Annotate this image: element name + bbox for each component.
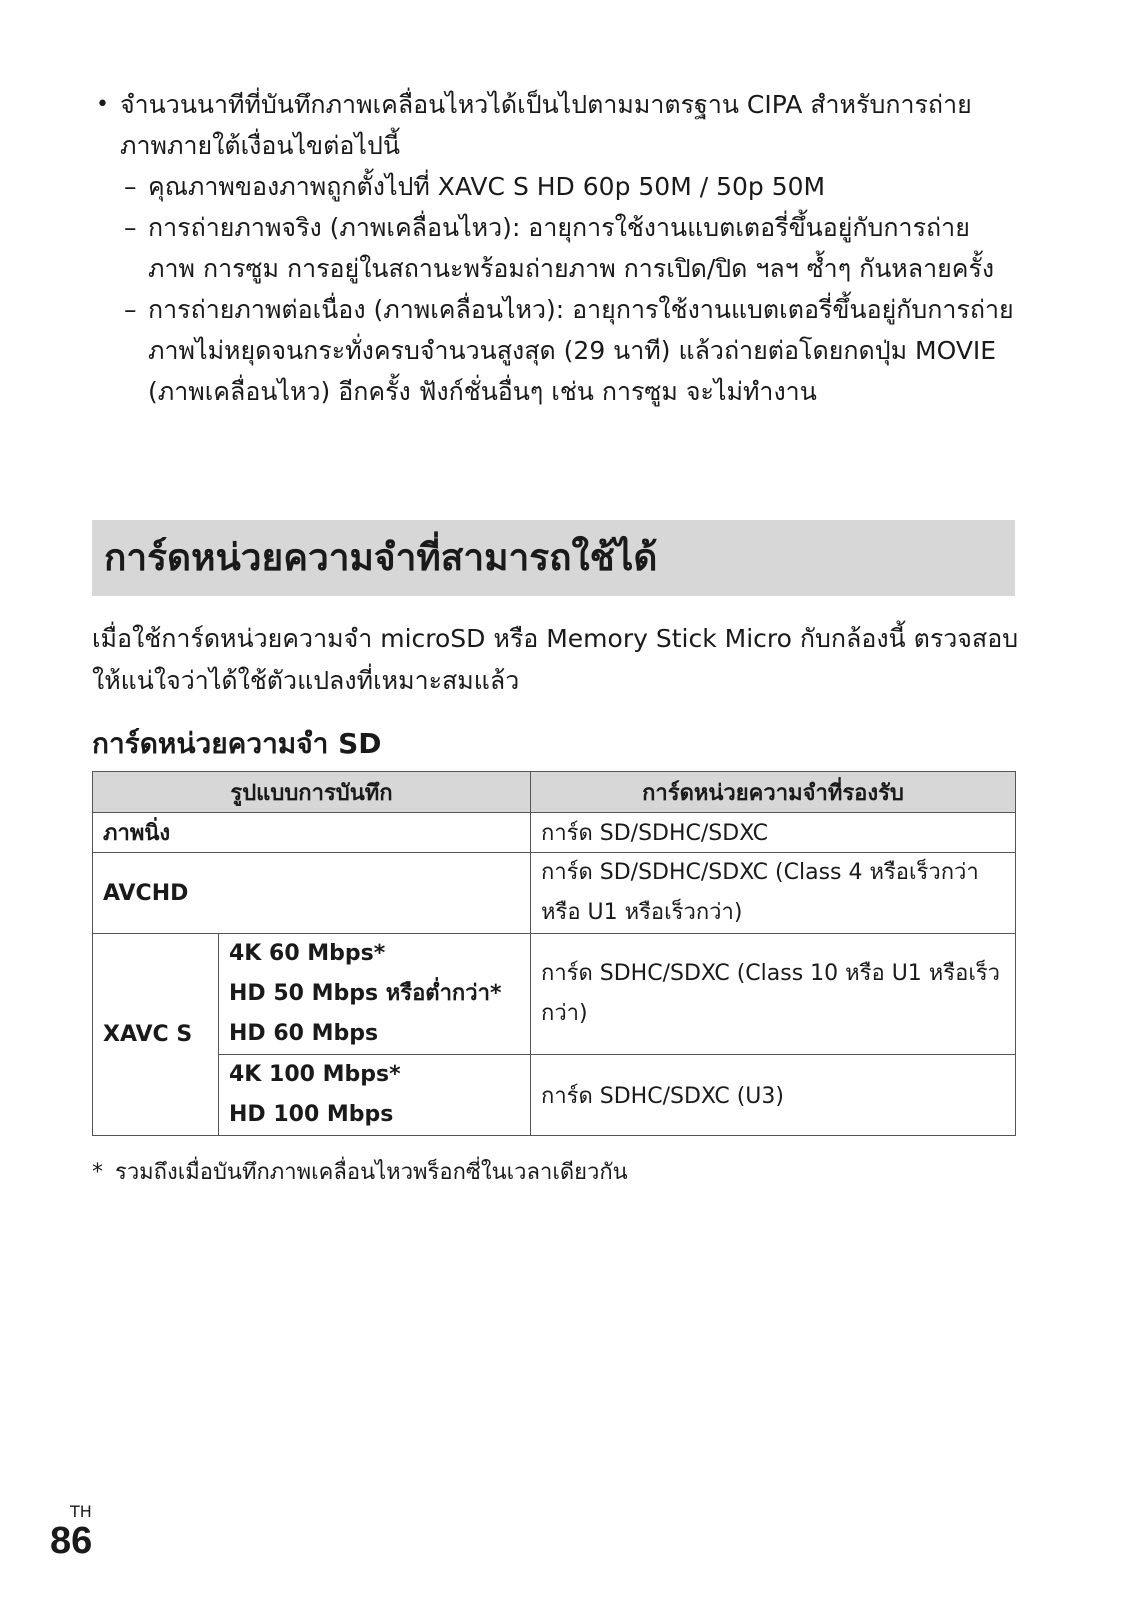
page-number: 86	[50, 1520, 93, 1562]
table-header-row	[93, 772, 1016, 813]
card-cell: การ์ด SD/SDHC/SDXC	[531, 813, 1016, 853]
condition-notes	[96, 84, 1016, 412]
sub-item-actual-shooting	[96, 207, 1016, 289]
bitrate-cell	[219, 934, 531, 1055]
bullet-dot-icon: •	[96, 92, 109, 117]
footnote-mark: *	[92, 1160, 103, 1185]
sd-card-table	[92, 771, 1016, 1136]
section-intro: เมื่อใช้การ์ดหน่วยความจำ microSD หรือ Memory Stick Micro กับกล้องนี้ ตรวจสอบให้แน่ใจว่าได้ใช้ตัวแปลงที่เหมาะสมแล้ว	[92, 624, 1019, 695]
bitrate-item: 4K 60 Mbps*	[229, 941, 386, 966]
bitrate-cell	[219, 1055, 531, 1136]
section-title: การ์ดหน่วยความจำที่สามารถใช้ได้	[104, 536, 658, 579]
card-cell: การ์ด SDHC/SDXC (Class 10 หรือ U1 หรือเร็วกว่า)	[531, 934, 1016, 1055]
dash-icon: –	[124, 295, 137, 324]
header-format: รูปแบบการบันทึก	[93, 772, 531, 813]
bitrate-item: HD 50 Mbps หรือต่ำกว่า*	[229, 981, 502, 1006]
table-row-xavc-group2	[93, 1055, 1016, 1136]
card-cell: การ์ด SD/SDHC/SDXC (Class 4 หรือเร็วกว่า หรือ U1 หรือเร็วกว่า)	[531, 853, 1016, 934]
footnote-text: รวมถึงเมื่อบันทึกภาพเคลื่อนไหวพร็อกซี่ในเวลาเดียวกัน	[115, 1160, 628, 1185]
footnote	[92, 1156, 628, 1190]
table-row-avchd	[93, 853, 1016, 934]
sub-item-continuous-shooting	[96, 289, 1016, 412]
dash-icon: –	[124, 172, 137, 201]
sub-item-text: คุณภาพของภาพถูกตั้งไปที่ XAVC S HD 60p 50M / 50p 50M	[148, 172, 826, 201]
bitrate-item: HD 100 Mbps	[229, 1102, 394, 1127]
sub-list	[96, 166, 1016, 412]
bullet-item	[96, 84, 1016, 166]
table-row-xavc-group1	[93, 934, 1016, 1055]
format-cell: ภาพนิ่ง	[93, 813, 531, 853]
bitrate-item: HD 60 Mbps	[229, 1021, 379, 1046]
card-cell: การ์ด SDHC/SDXC (U3)	[531, 1055, 1016, 1136]
format-cell: XAVC S	[93, 934, 219, 1136]
page-language-label: TH	[70, 1502, 92, 1521]
format-cell: AVCHD	[93, 853, 531, 934]
bullet-text: จำนวนนาทีที่บันทึกภาพเคลื่อนไหวได้เป็นไปตามมาตรฐาน CIPA สำหรับการถ่ายภาพภายใต้เงื่อนไขต่อไปนี้	[120, 90, 972, 160]
table-row-still	[93, 813, 1016, 853]
sub-item-quality	[96, 166, 1016, 207]
sub-item-text: การถ่ายภาพต่อเนื่อง (ภาพเคลื่อนไหว): อายุการใช้งานแบตเตอรี่ขึ้นอยู่กับการถ่ายภาพไม่หยุดจนกระทั่งครบจำนวนสูงสุด (29 นาที) แล้วถ่ายต่อโดยกดปุ่ม MOVIE (ภาพเคลื่อนไหว) อีกครั้ง ฟังก์ชั่นอื่นๆ เช่น การซูม จะไม่ทำงาน	[148, 295, 1014, 406]
sd-card-heading: การ์ดหน่วยความจำ SD	[92, 727, 382, 760]
section-header-bar	[92, 520, 1015, 596]
header-card: การ์ดหน่วยความจำที่รองรับ	[531, 772, 1016, 813]
dash-icon: –	[124, 213, 137, 242]
bitrate-item: 4K 100 Mbps*	[229, 1062, 401, 1087]
sub-item-text: การถ่ายภาพจริง (ภาพเคลื่อนไหว): อายุการใช้งานแบตเตอรี่ขึ้นอยู่กับการถ่ายภาพ การซูม การอยู่ในสถานะพร้อมถ่ายภาพ การเปิด/ปิด ฯลฯ ซ้ำๆ กันหลายครั้ง	[148, 213, 995, 283]
